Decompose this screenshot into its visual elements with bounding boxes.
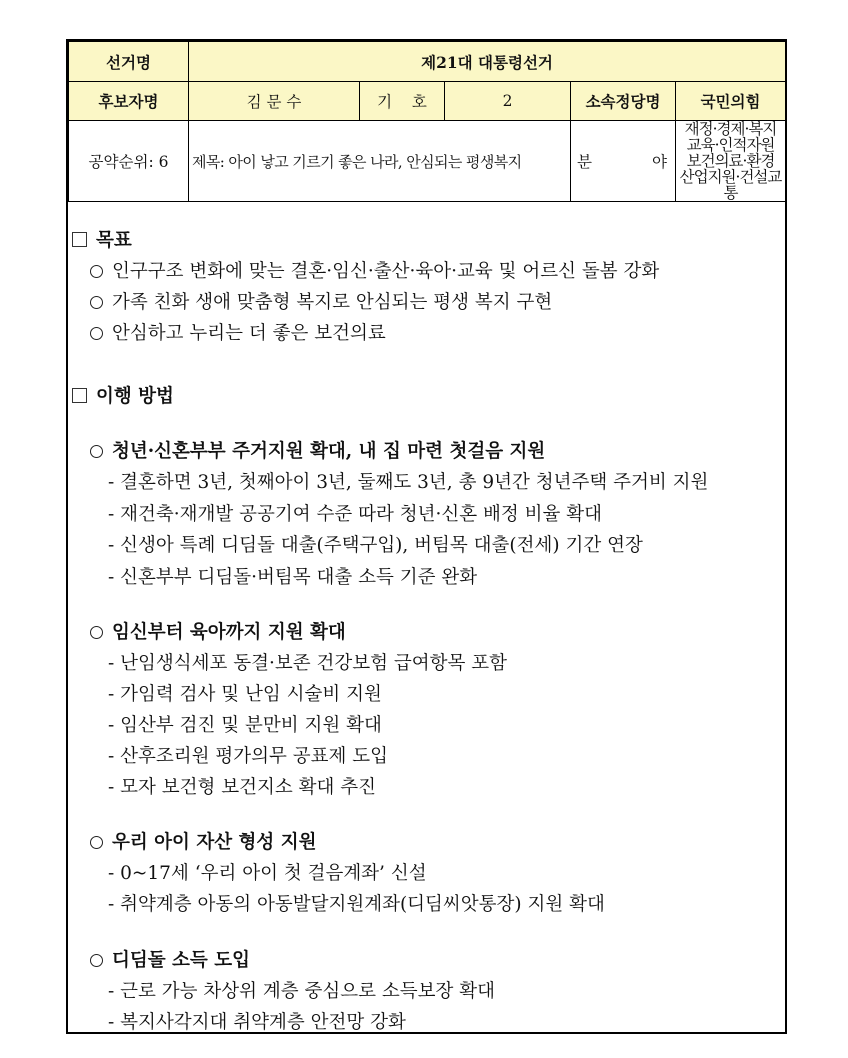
party-label: 소속정당명 [571,82,676,121]
field-list [676,121,786,202]
election-value: 제21대 대통령선거 [189,42,786,82]
method-group-title: 청년·신혼부부 주거지원 확대, 내 집 마련 첫걸음 지원 [90,437,545,463]
number-value: 2 [445,82,571,121]
field-item: 산업지원·건설교통 [679,168,782,202]
circle-bullet-icon [90,265,103,278]
goal-item: 안심하고 누리는 더 좋은 보건의료 [90,319,386,345]
goal-item: 가족 친화 생애 맞춤형 복지로 안심되는 평생 복지 구현 [90,288,552,314]
method-item: - 재건축·재개발 공공기여 수준 따라 청년·신혼 배정 비율 확대 [108,504,602,525]
circle-bullet-icon [90,836,103,849]
goal-item: 인구구조 변화에 맞는 결혼·임신·출산·육아·교육 및 어르신 돌봄 강화 [90,257,659,283]
circle-bullet-icon [90,327,103,340]
methods-heading: 이행 방법 [72,382,174,408]
method-group-title: 임신부터 육아까지 지원 확대 [90,618,346,644]
method-item: - 결혼하면 3년, 첫째아이 3년, 둘째도 3년, 총 9년간 청년주택 주거비 지원 [108,472,709,493]
method-item: - 신생아 특례 디딤돌 대출(주택구입), 버팀목 대출(전세) 기간 연장 [108,535,643,556]
method-group-title: 디딤돌 소득 도입 [90,946,250,972]
pledge-document [66,39,787,1034]
number-label: 기 호 [360,82,445,121]
method-item: - 0~17세 ‘우리 아이 첫 걸음계좌’ 신설 [108,863,427,884]
circle-bullet-icon [90,296,103,309]
candidate-value: 김 문 수 [189,82,360,121]
field-item: 재정·경제·복지 [684,120,777,138]
field-label [571,121,676,202]
method-item: - 복지사각지대 취약계층 안전망 강화 [108,1012,406,1033]
checkbox-square-icon [72,232,87,247]
method-item: - 신혼부부 디딤돌·버팀목 대출 소득 기준 완화 [108,567,478,588]
circle-bullet-icon [90,445,103,458]
method-item: - 산후조리원 평가의무 공표제 도입 [108,746,388,767]
method-item: - 난임생식세포 동결·보존 건강보험 급여항목 포함 [108,653,507,674]
candidate-label: 후보자명 [69,82,189,121]
method-item: - 취약계층 아동의 아동발달지원계좌(디딤씨앗통장) 지원 확대 [108,894,605,915]
method-item: - 모자 보건형 보건지소 확대 추진 [108,777,376,798]
field-label-left: 분 [577,153,592,171]
field-label-right: 야 [652,153,667,171]
pledge-title: 제목: 아이 낳고 기르기 좋은 나라, 안심되는 평생복지 [189,121,571,202]
party-value: 국민의힘 [676,82,786,121]
method-group-title: 우리 아이 자산 형성 지원 [90,828,316,854]
method-item: - 임산부 검진 및 분만비 지원 확대 [108,715,382,736]
circle-bullet-icon [90,954,103,967]
order-label: 공약순위: 6 [69,121,189,202]
election-label: 선거명 [69,42,189,82]
field-item: 보건의료·환경 [686,152,775,170]
method-item: - 가임력 검사 및 난임 시술비 지원 [108,684,382,705]
checkbox-square-icon [72,388,87,403]
circle-bullet-icon [90,626,103,639]
goals-heading: 목표 [72,226,132,252]
method-item: - 근로 가능 차상위 계층 중심으로 소득보장 확대 [108,981,495,1002]
field-item: 교육·인적자원 [686,136,775,154]
pledge-header-table [68,41,786,202]
